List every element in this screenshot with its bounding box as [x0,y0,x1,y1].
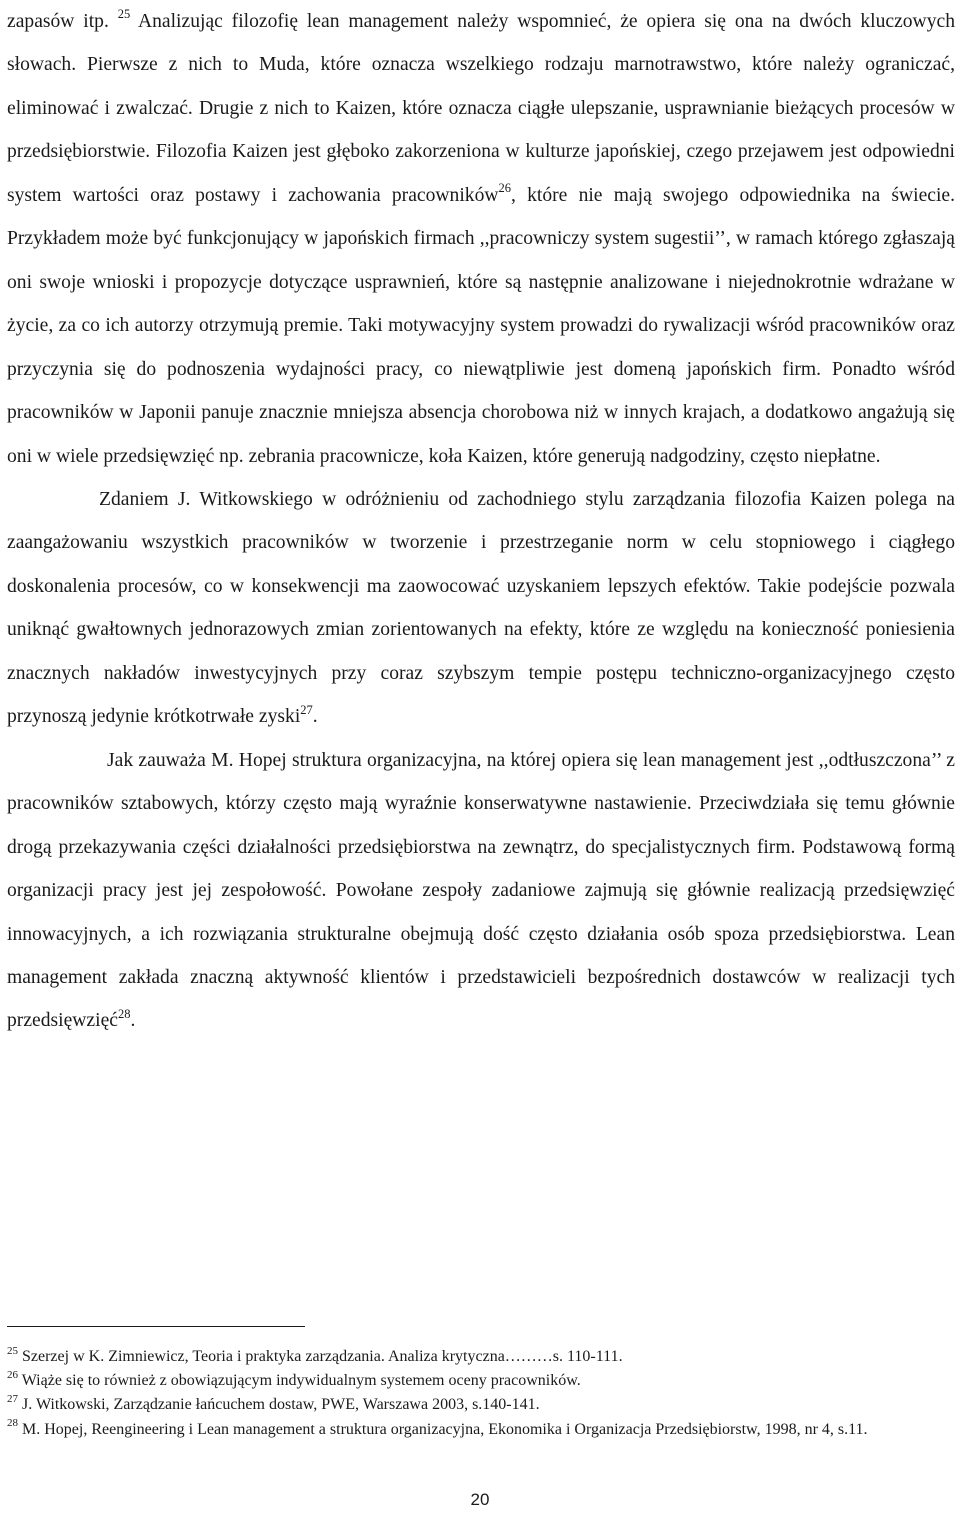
text-span: Analizując filozofię lean management należy wspomnieć, że opiera się ona na dwóch kluczowych słowach. Pierwsze z nich to Muda, które oznacza wszelkiego rodzaju marnotrawstwo, które należy ograniczać, eliminować i zwalczać. Drugie z nich to Kaizen, które oznacza ciągłe ulepszanie, usprawnianie bieżących procesów w przedsiębiorstwie. Filozofia Kaizen jest głęboko zakorzeniona w kulturze japońskiej, czego przejawem jest odpowiedni system wartości oraz postawy i zachowania pracowników [7,11,956,206]
footnote-ref-26: 26 [498,181,512,196]
paragraph-3 [7,739,955,1043]
footnote-27 [7,1393,955,1417]
paragraph-2 [7,478,955,739]
text-span: Jak zauważa M. Hopej struktura organizacyjna, na której opiera się lean management jest ,,odtłuszczona’’ z pracowników sztabowych, którzy często mają wyraźnie konserwatywne nastawienie. Przeciwdziała się temu głównie drogą przekazywania części działalności przedsiębiorstwa na zewnątrz, do specjalistycznych firm. Podstawową formą organizacji pracy jest jej zespołowość. Powołane zespoły zadaniowe zajmują się głównie realizacją przedsięwzięć innowacyjnych, a ich rozwiązania strukturalne obejmują dość często działania osób spoza przedsiębiorstwa. Lean management zakłada znaczną aktywność klientów i przedstawicieli bezpośrednich dostawców w realizacji tych przedsięwzięć [7,749,955,1032]
footnote-number: 26 [7,1368,18,1381]
footnote-number: 25 [7,1344,18,1357]
text-span: . [130,1010,136,1032]
footnote-separator [7,1326,305,1327]
footnotes [7,1345,955,1442]
footnote-text: M. Hopej, Reengineering i Lean management a struktura organizacyjna, Ekonomika i Organizacja Przedsiębiorstw, 1998, nr 4, s.11. [18,1420,868,1438]
footnote-number: 27 [7,1393,18,1406]
footnote-ref-25: 25 [117,7,131,22]
text-span: . [312,706,318,728]
text-span: , które nie mają swojego odpowiednika na świecie. Przykładem może być funkcjonujący w japońskich firmach ,,pracowniczy system sugestii’’, w ramach którego zgłaszają oni swoje wnioski i propozycje dotyczące usprawnień, które są następnie analizowane i niejednokrotnie wdrażane w życie, za co ich autorzy otrzymują premie. Taki motywacyjny system prowadzi do rywalizacji wśród pracowników oraz przyczynia się do podnoszenia wydajności pracy, co niewątpliwie jest domeną japońskich firm. Ponadto wśród pracowników w Japonii panuje znacznie mniejsza absencja chorobowa niż w innych krajach, a dodatkowo angażują się oni w wiele przedsięwzięć np. zebrania pracownicze, koła Kaizen, które generują nadgodziny, często niepłatne. [7,184,955,467]
footnote-ref-27: 27 [300,702,313,717]
footnote-ref-28: 28 [117,1006,131,1021]
footnote-25 [7,1345,955,1369]
paragraph-1 [7,0,955,478]
page-number: 20 [470,1490,490,1509]
footnote-text: J. Witkowski, Zarządzanie łańcuchem dostaw, PWE, Warszawa 2003, s.140-141. [18,1396,540,1414]
footnote-28 [7,1418,955,1442]
footnote-text: Wiąże się to również z obowiązującym indywidualnym systemem oceny pracowników. [18,1372,581,1390]
body-text [7,0,955,1043]
text-span: Zdaniem J. Witkowskiego w odróżnieniu od zachodniego stylu zarządzania filozofia Kaizen polega na zaangażowaniu wszystkich pracowników w tworzenie i przestrzeganie norm w celu stopniowego i ciągłego doskonalenia procesów, co w konsekwencji ma zaowocować uzyskaniem lepszych efektów. Takie podejście pozwala uniknąć gwałtownych jednorazowych zmian zorientowanych na efekty, które ze względu na konieczność poniesienia znacznych nakładów inwestycyjnych przy coraz szybszym tempie postępu techniczno-organizacyjnego często przynoszą jedynie krótkotrwałe zyski [7,488,955,728]
footnote-text: Szerzej w K. Zimniewicz, Teoria i praktyka zarządzania. Analiza krytyczna………s. 110-111. [18,1348,623,1365]
footnote-number: 28 [7,1417,18,1430]
text-span: zapasów itp. [7,11,118,32]
footnote-26 [7,1369,955,1393]
